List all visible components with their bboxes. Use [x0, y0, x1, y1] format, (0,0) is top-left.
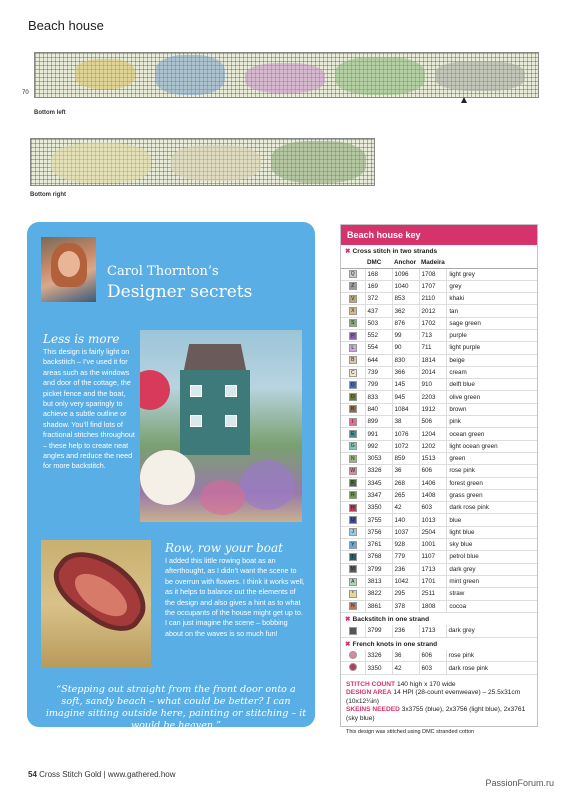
table-row: U 3755 140 1013 blue [341, 514, 537, 526]
section-backstitch: ✖ Backstitch in one strand [345, 615, 430, 623]
table-row: T 3768 779 1107 petrol blue [341, 551, 537, 563]
key-title: Beach house key [341, 225, 537, 245]
tip1-body: This design is fairly light on backstitch – I’ve used it for areas such as the windows and door of the cottage, the picket fence and the boat, but only very sparingly to achieve a subtle outline or shadow. You’ll find lots of fractional stitches throughout – these help to create neat angles and reduce the need for more backstitch. [43, 347, 135, 471]
table-row: A 3813 1042 1701 mint green [341, 575, 537, 587]
stitch-count: STITCH COUNT 140 high x 170 wide [346, 680, 456, 688]
table-row: Z 169 1040 1707 grey [341, 280, 537, 292]
symbol-swatch-icon: H [349, 504, 357, 512]
symbol-swatch-icon: E [349, 430, 357, 438]
symbol-swatch-icon: T [349, 553, 357, 561]
pattern-area [435, 61, 525, 91]
pattern-area [335, 57, 425, 95]
symbol-swatch-icon: Q [349, 270, 357, 278]
house-photo [140, 330, 302, 522]
table-row: E 991 1076 1204 ocean green [341, 428, 537, 440]
table-row: 3799 236 1713 dark grey [341, 625, 537, 637]
knot-swatch-icon [349, 663, 357, 671]
col-anchor: Anchor [392, 257, 419, 268]
page-footer: 54 Cross Stitch Gold | www.gathered.how [28, 770, 176, 779]
table-row: N 3861 378 1808 cocoa [341, 600, 537, 612]
designer-secrets-panel [27, 222, 315, 731]
symbol-swatch-icon: G [349, 442, 357, 450]
center-marker-icon [461, 97, 467, 103]
designer-name: Carol Thornton’s [107, 264, 219, 279]
table-row: Q 168 1096 1708 light grey [341, 268, 537, 280]
symbol-swatch-icon: B [349, 356, 357, 364]
table-row: V 372 853 2110 khaki [341, 293, 537, 305]
line-swatch-icon [349, 627, 357, 635]
symbol-swatch-icon: W [350, 467, 356, 474]
table-row: K 840 1084 1912 brown [341, 403, 537, 415]
symbol-swatch-icon: R [349, 491, 357, 499]
cross-stitch-table [341, 257, 537, 613]
table-row: M 3799 236 1713 dark grey [341, 563, 537, 575]
col-madeira: Madeira [419, 257, 447, 268]
designer-portrait [41, 237, 96, 302]
boat-photo [41, 540, 151, 668]
chart-caption-bottom: Bottom right [30, 192, 66, 198]
symbol-swatch-icon: F [349, 479, 357, 487]
symbol-swatch-icon: J [349, 528, 357, 536]
skeins-needed: SKEINS NEEDED 3x3755 (blue), 2x3756 (light blue), 2x3761 (sky blue) [346, 706, 526, 722]
table-row: J 3756 1037 2504 light blue [341, 526, 537, 538]
french-knots-table [341, 650, 537, 675]
thread-key [340, 224, 538, 736]
pattern-area [245, 63, 325, 93]
symbol-swatch-icon: L [349, 344, 357, 352]
tip2-body: I added this little rowing boat as an afterthought, as I didn’t want the scene to be overrun with flowers. I think it works well, as it helps to balance out the elements of the design and also gives a hint as to what the occupants of the house might get up to. I can just imagine the scene – bobbing about on the waves is so much fun! [165, 556, 305, 638]
symbol-swatch-icon: Z [349, 282, 357, 290]
table-row: L 554 90 711 light purple [341, 342, 537, 354]
table-row: Y 3761 928 1001 sky blue [341, 539, 537, 551]
col-dmc: DMC [365, 257, 392, 268]
backstitch-table [341, 625, 537, 638]
table-row: G 992 1072 1202 light ocean green [341, 440, 537, 452]
tip2-heading: Row, row your boat [165, 541, 283, 555]
chart-caption-top: Bottom left [34, 110, 66, 116]
chart-row-label: 70 [22, 90, 29, 96]
table-row: S 503 876 1702 sage green [341, 317, 537, 329]
symbol-swatch-icon: P [349, 332, 357, 340]
chart-pattern-top [34, 52, 539, 98]
symbol-swatch-icon: I [349, 418, 357, 426]
design-area: DESIGN AREA 14 HPI (28-count evenweave) – 25.5x31cm (10x12¼in) [346, 689, 521, 705]
table-row: 3326 36 606 rose pink [341, 650, 537, 662]
pattern-area [51, 143, 151, 183]
table-row: 3350 42 603 dark rose pink [341, 662, 537, 674]
thread-note: This design was stitched using DMC stranded cotton [346, 729, 475, 736]
symbol-swatch-icon: V [349, 295, 357, 303]
table-row: H 3350 42 603 dark rose pink [341, 502, 537, 514]
symbol-swatch-icon: O [349, 393, 357, 401]
designer-quote: “Stepping out straight from the front door onto a soft, sandy beach – what could be better? I can imagine sitting outside here, painting or stitching – it would be heaven.” [45, 684, 307, 731]
knot-swatch-icon [349, 651, 357, 659]
watermark: PassionForum.ru [485, 778, 554, 788]
table-row: P 552 99 713 purple [341, 329, 537, 341]
table-row: O 833 945 2203 olive green [341, 391, 537, 403]
section-cross-stitch: ✖ Cross stitch in two strands [345, 248, 438, 255]
pattern-area [271, 141, 366, 183]
symbol-swatch-icon: N [349, 455, 357, 463]
section-marker-icon: ✖ [345, 640, 351, 648]
symbol-swatch-icon: * [349, 590, 357, 598]
table-row: F 3345 268 1406 forest green [341, 477, 537, 489]
table-row: C 739 366 2014 cream [341, 366, 537, 378]
symbol-swatch-icon: S [349, 319, 357, 327]
chart-pattern-bottom [30, 138, 375, 186]
symbol-swatch-icon: M [350, 566, 355, 573]
symbol-swatch-icon: Y [349, 541, 357, 549]
pattern-area [155, 55, 225, 95]
table-row: X 437 362 2012 tan [341, 305, 537, 317]
symbol-swatch-icon: A [349, 578, 357, 586]
table-row: B 644 830 1814 beige [341, 354, 537, 366]
table-row: W 3326 36 606 rose pink [341, 465, 537, 477]
table-row: * 3822 295 2511 straw [341, 588, 537, 600]
table-row: I 899 38 506 pink [341, 416, 537, 428]
tip1-heading: Less is more [43, 332, 120, 346]
symbol-swatch-icon: U [349, 516, 357, 524]
table-row: R 3347 265 1408 grass green [341, 489, 537, 501]
pattern-area [171, 145, 261, 181]
pattern-area [75, 59, 135, 89]
symbol-swatch-icon: C [349, 369, 357, 377]
symbol-swatch-icon: N [349, 602, 357, 610]
section-marker-icon: ✖ [345, 248, 351, 255]
table-row: D 799 145 910 delft blue [341, 379, 537, 391]
page-title: Beach house [28, 18, 104, 33]
panel-title: Designer secrets [107, 282, 253, 302]
section-french-knots: ✖ French knots in one strand [345, 640, 438, 648]
symbol-swatch-icon: X [349, 307, 357, 315]
table-row: N 3053 859 1513 green [341, 452, 537, 464]
symbol-swatch-icon: K [349, 405, 357, 413]
symbol-swatch-icon: D [349, 381, 357, 389]
section-marker-icon: ✖ [345, 615, 351, 623]
